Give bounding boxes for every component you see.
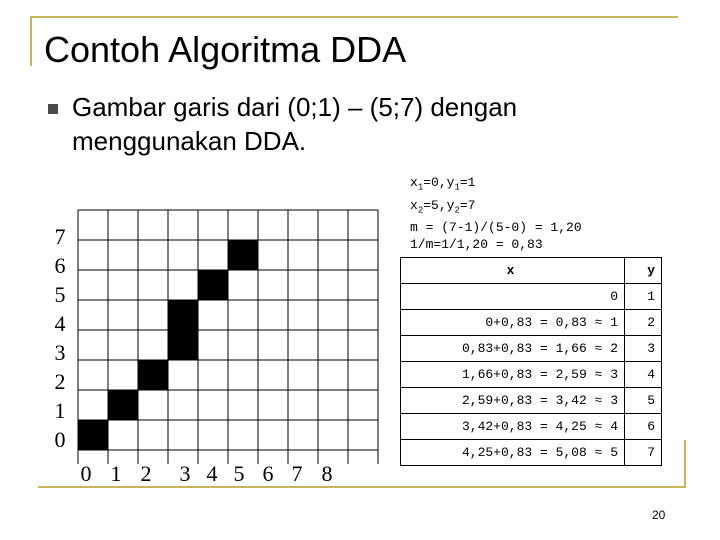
filled-pixel [78, 420, 108, 450]
table-cell-x: 3,42+0,83 = 4,25 ≈ 4 [401, 414, 625, 440]
calc-line-2: $x_2=5,y_2=7$ [410, 197, 476, 216]
table-cell-y: 6 [625, 414, 662, 440]
grid-x-label: 7 [291, 461, 303, 486]
bullet-text: Gambar garis dari (0;1) – (5;7) dengan menggunakan DDA. [72, 92, 518, 156]
table-cell-y: 1 [625, 284, 662, 310]
grid-y-label: 5 [54, 282, 66, 307]
grid-x-label: 0 [80, 461, 92, 486]
grid-y-label: 3 [54, 340, 66, 365]
table-row [401, 388, 662, 414]
table-row [401, 336, 662, 362]
filled-pixel [138, 360, 168, 390]
slide-title: Contoh Algoritma DDA [44, 29, 407, 70]
table-cell-y: 3 [625, 336, 662, 362]
table-header-row [401, 258, 662, 284]
table-cell-y: 2 [625, 310, 662, 336]
grid-y-label: 0 [54, 427, 66, 452]
filled-pixel [198, 270, 228, 300]
grid-x-label: 8 [321, 461, 333, 486]
dda-table [400, 257, 662, 466]
table-header-x: x [401, 258, 625, 284]
table-cell-y: 5 [625, 388, 662, 414]
grid-x-label: 4 [206, 461, 218, 486]
table-cell-x: 0 [401, 284, 625, 310]
grid-x-label: 6 [262, 461, 274, 486]
table-cell-y: 4 [625, 362, 662, 388]
grid-y-label: 6 [54, 253, 66, 278]
table-cell-x: 0+0,83 = 0,83 ≈ 1 [401, 310, 625, 336]
calc-line-1: $x_1=0,y_1=1$ [410, 175, 476, 193]
table-row [401, 414, 662, 440]
grid-y-label: 7 [54, 224, 66, 249]
table-cell-x: 0,83+0,83 = 1,66 ≈ 2 [401, 336, 625, 362]
table-cell-x: 4,25+0,83 = 5,08 ≈ 5 [401, 440, 625, 466]
calc-line-4: 1/m=1/1,20 = 0,83 [410, 237, 543, 253]
table-row [401, 284, 662, 310]
table-cell-y: 7 [625, 440, 662, 466]
filled-pixel [108, 390, 138, 420]
table-row [401, 362, 662, 388]
table-row [401, 440, 662, 466]
grid-x-label: 3 [179, 461, 191, 486]
table-header-y: y [625, 258, 662, 284]
filled-pixel [168, 330, 198, 360]
grid-x-label: 2 [140, 461, 152, 486]
grid-x-label: 1 [110, 461, 122, 486]
table-cell-x: 1,66+0,83 = 2,59 ≈ 3 [401, 362, 625, 388]
calc-line-3: m = (7-1)/(5-0) = 1,20 [410, 220, 582, 236]
page-number: 20 [652, 508, 666, 522]
table-cell-x: 2,59+0,83 = 3,42 ≈ 3 [401, 388, 625, 414]
table-row [401, 310, 662, 336]
grid-y-label: 4 [54, 311, 66, 336]
grid-y-label: 1 [54, 398, 66, 423]
filled-pixel [168, 300, 198, 330]
grid-y-label: 2 [54, 369, 66, 394]
grid-x-label: 5 [233, 461, 245, 486]
filled-pixel [228, 240, 258, 270]
